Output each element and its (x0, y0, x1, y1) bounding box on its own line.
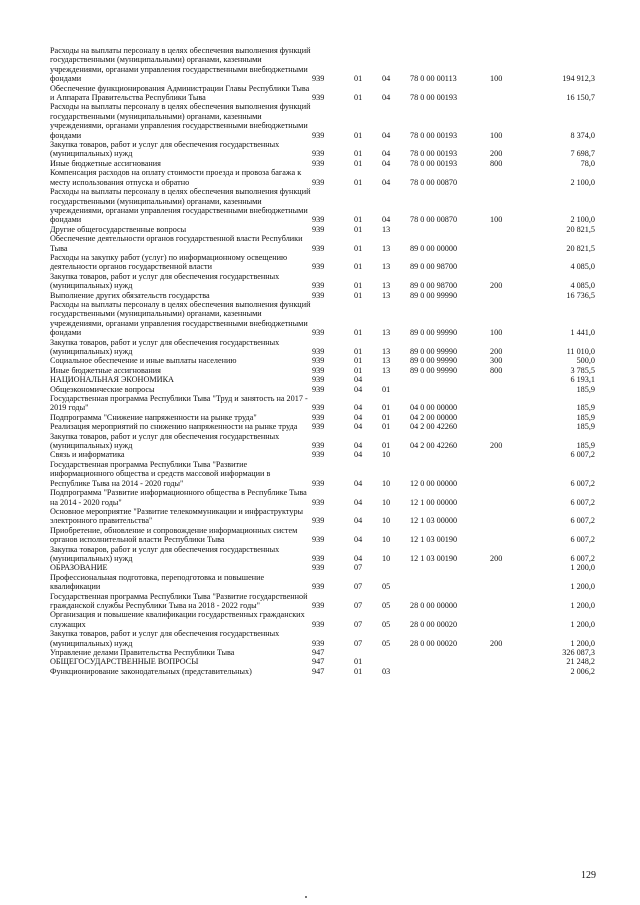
row-ministry-code: 939 (312, 412, 325, 422)
row-amount: 185,9 (576, 412, 595, 422)
row-target-article-code (410, 450, 490, 459)
row-name: Выполнение других обязательств государства (50, 290, 210, 300)
row-target-article-code (410, 563, 490, 572)
row-name: Государственная программа Республики Тыва "Развитие государственной гражданской службы Республики Тыва на 2018 - 2022 годы" (50, 591, 308, 610)
row-section-code: 04 (354, 384, 363, 394)
row-expense-type-code (490, 610, 524, 629)
row-target-article-code: 89 0 00 99990 (410, 347, 458, 356)
row-expense-type-code (490, 291, 524, 300)
row-target-article-code: 89 0 00 99990 (410, 328, 458, 338)
row-section-code: 01 (354, 74, 363, 84)
row-section-code: 01 (354, 215, 363, 225)
row-section-code: 04 (354, 535, 363, 545)
row-name: Социальное обеспечение и иные выплаты населению (50, 356, 237, 366)
row-amount: 8 374,0 (570, 130, 595, 140)
row-expense-type-code: 300 (490, 356, 503, 366)
row-amount: 326 087,3 (562, 648, 595, 657)
table-row (50, 187, 595, 225)
row-ministry-code: 939 (312, 130, 325, 140)
row-ministry-code: 947 (312, 657, 325, 667)
row-subsection-code: 01 (382, 441, 391, 451)
row-ministry-code: 939 (312, 619, 325, 629)
row-section-code: 04 (354, 516, 363, 526)
row-amount: 7 698,7 (570, 149, 595, 159)
row-amount: 20 821,5 (566, 243, 595, 253)
row-amount: 6 007,2 (570, 516, 595, 526)
row-amount: 20 821,5 (566, 224, 595, 234)
table-row (50, 573, 595, 592)
row-ministry-code: 939 (312, 215, 325, 225)
row-expense-type-code (490, 234, 524, 253)
row-amount: 1 200,0 (570, 638, 595, 648)
row-ministry-code: 939 (312, 224, 325, 234)
row-target-article-code: 78 0 00 00113 (410, 74, 457, 84)
table-row (50, 563, 595, 572)
row-section-code: 01 (354, 328, 363, 338)
row-target-article-code: 78 0 00 00870 (410, 215, 458, 225)
row-expense-type-code (490, 253, 524, 272)
scan-artifact (305, 896, 307, 898)
row-ministry-code: 947 (312, 648, 325, 657)
row-expense-type-code: 100 (490, 328, 503, 338)
table-row (50, 225, 595, 234)
row-ministry-code: 939 (312, 516, 325, 526)
row-subsection-code: 13 (382, 243, 391, 253)
table-row (50, 648, 595, 657)
row-target-article-code: 04 0 00 00000 (410, 403, 458, 413)
row-name: Расходы на выплаты персоналу в целях обеспечения выполнения функций государственными (муниципальными) органами, казенными учреждениями, органами управления государственными внебюджетными фондами (50, 102, 311, 140)
table-row (50, 102, 595, 140)
table-row (50, 526, 595, 545)
row-name: Организация и повышение квалификации государственных гражданских служащих (50, 610, 305, 629)
row-subsection-code (382, 375, 410, 384)
table-row (50, 291, 595, 300)
row-expense-type-code: 100 (490, 215, 503, 225)
table-row (50, 356, 595, 365)
table-row (50, 253, 595, 272)
row-subsection-code: 10 (382, 516, 391, 526)
row-target-article-code: 89 0 00 99990 (410, 356, 458, 366)
row-amount: 3 785,5 (570, 365, 595, 375)
row-expense-type-code (490, 394, 524, 413)
row-subsection-code: 01 (382, 422, 391, 432)
row-name: Закупка товаров, работ и услуг для обеспечения государственных (муниципальных) нужд (50, 140, 280, 159)
row-target-article-code: 89 0 00 00000 (410, 243, 458, 253)
row-subsection-code: 13 (382, 347, 391, 356)
row-ministry-code: 939 (312, 497, 325, 507)
row-ministry-code: 939 (312, 375, 325, 385)
row-amount: 4 085,0 (570, 281, 595, 291)
row-section-code: 01 (354, 347, 363, 356)
row-ministry-code: 939 (312, 478, 325, 488)
row-amount: 6 007,2 (570, 497, 595, 507)
row-name: Расходы на выплаты персоналу в целях обеспечения выполнения функций государственными (муниципальными) органами, казенными учреждениями, органами управления государственными внебюджетными фондами (50, 299, 311, 338)
row-name: Связь и информатика (50, 450, 125, 460)
row-expense-type-code (490, 563, 524, 572)
row-target-article-code: 89 0 00 99990 (410, 365, 458, 375)
row-section-code: 07 (354, 582, 363, 592)
row-expense-type-code (490, 667, 524, 676)
table-row (50, 507, 595, 526)
row-ministry-code: 939 (312, 600, 325, 610)
row-expense-type-code (490, 526, 524, 545)
row-subsection-code: 01 (382, 403, 391, 413)
table-row (50, 46, 595, 84)
row-section-code: 04 (354, 478, 363, 488)
row-amount: 11 010,0 (566, 347, 595, 356)
row-subsection-code (382, 648, 410, 657)
row-name: Расходы на выплаты персоналу в целях обеспечения выполнения функций государственными (муниципальными) органами, казенными учреждениями, органами управления государственными внебюджетными фондами (50, 187, 311, 225)
table-row (50, 629, 595, 648)
row-ministry-code: 939 (312, 535, 325, 545)
row-amount: 2 006,2 (570, 666, 595, 676)
row-expense-type-code: 200 (490, 149, 503, 159)
row-target-article-code (410, 375, 490, 384)
row-amount: 2 100,0 (570, 215, 595, 225)
row-subsection-code: 05 (382, 600, 391, 610)
row-expense-type-code (490, 84, 524, 103)
row-amount: 1 441,0 (570, 328, 595, 338)
row-subsection-code: 10 (382, 535, 391, 545)
row-subsection-code: 01 (382, 384, 391, 394)
row-name: Иные бюджетные ассигнования (50, 158, 161, 168)
row-name: Управление делами Правительства Республики Тыва (50, 648, 235, 657)
row-ministry-code: 939 (312, 74, 325, 84)
row-ministry-code: 939 (312, 563, 325, 573)
row-amount: 1 200,0 (570, 619, 595, 629)
table-row (50, 168, 595, 187)
table-row (50, 140, 595, 159)
row-expense-type-code (490, 385, 524, 394)
row-target-article-code: 28 0 00 00000 (410, 600, 458, 610)
row-section-code: 01 (354, 177, 363, 187)
row-subsection-code: 04 (382, 93, 391, 103)
budget-table (50, 46, 595, 676)
row-subsection-code: 10 (382, 478, 391, 488)
row-ministry-code: 939 (312, 356, 325, 366)
row-section-code: 01 (354, 356, 363, 366)
row-section-code: 01 (354, 158, 363, 168)
row-subsection-code: 13 (382, 224, 391, 234)
row-amount: 16 150,7 (566, 93, 595, 103)
row-target-article-code (410, 667, 490, 676)
row-section-code: 04 (354, 441, 363, 451)
table-row (50, 366, 595, 375)
row-expense-type-code: 200 (490, 347, 503, 356)
row-target-article-code: 12 1 03 00000 (410, 516, 458, 526)
row-name: Подпрограмма "Развитие информационного общества в Республике Тыва на 2014 - 2020 годы" (50, 488, 307, 507)
row-section-code: 07 (354, 619, 363, 629)
row-ministry-code: 939 (312, 243, 325, 253)
table-row (50, 460, 595, 488)
row-name: ОБРАЗОВАНИЕ (50, 563, 108, 573)
row-section-code: 01 (354, 93, 363, 103)
row-name: Общеэкономические вопросы (50, 384, 155, 394)
row-expense-type-code (490, 573, 524, 592)
row-ministry-code: 939 (312, 403, 325, 413)
row-section-code: 07 (354, 638, 363, 648)
row-expense-type-code: 100 (490, 130, 503, 140)
row-expense-type-code (490, 375, 524, 384)
row-section-code: 04 (354, 553, 363, 563)
table-row (50, 610, 595, 629)
row-subsection-code: 13 (382, 281, 391, 291)
row-ministry-code: 939 (312, 93, 325, 103)
row-subsection-code: 03 (382, 666, 391, 676)
row-subsection-code: 13 (382, 290, 391, 300)
row-amount: 185,9 (576, 384, 595, 394)
row-section-code (354, 648, 382, 657)
row-subsection-code: 05 (382, 619, 391, 629)
row-target-article-code (410, 657, 490, 666)
row-subsection-code: 10 (382, 450, 391, 460)
page-number: 129 (581, 870, 596, 881)
row-expense-type-code (490, 168, 524, 187)
row-amount: 185,9 (576, 403, 595, 413)
row-amount: 185,9 (576, 441, 595, 451)
row-section-code: 04 (354, 422, 363, 432)
row-ministry-code: 939 (312, 441, 325, 451)
row-ministry-code: 939 (312, 638, 325, 648)
row-target-article-code: 89 0 00 98700 (410, 262, 458, 272)
row-amount: 500,0 (576, 356, 595, 366)
table-row (50, 234, 595, 253)
row-expense-type-code (490, 413, 524, 422)
row-target-article-code (410, 573, 490, 592)
row-name: Закупка товаров, работ и услуг для обеспечения государственных (муниципальных) нужд (50, 431, 280, 451)
row-target-article-code: 28 0 00 00020 (410, 619, 458, 629)
row-subsection-code: 10 (382, 497, 391, 507)
row-subsection-code: 13 (382, 328, 391, 338)
row-name: Компенсация расходов на оплату стоимости проезда и провоза багажа к месту использования отпуска и обратно (50, 168, 302, 187)
row-ministry-code: 939 (312, 582, 325, 592)
row-subsection-code (382, 657, 410, 666)
row-target-article-code: 78 0 00 00870 (410, 177, 458, 187)
row-name: Обеспечение функционирования Администрации Главы Республики Тыва и Аппарата Правительства Республики Тыва (50, 83, 310, 103)
row-target-article-code: 12 1 03 00190 (410, 553, 458, 563)
table-row (50, 375, 595, 384)
row-expense-type-code (490, 488, 524, 507)
row-section-code: 01 (354, 657, 363, 667)
row-name: Закупка товаров, работ и услуг для обеспечения государственных (муниципальных) нужд (50, 337, 280, 356)
row-expense-type-code (490, 507, 524, 526)
row-section-code: 04 (354, 403, 363, 413)
row-section-code: 01 (354, 666, 363, 676)
row-section-code: 01 (354, 281, 363, 291)
row-name: Обеспечение деятельности органов государственной власти Республики Тыва (50, 234, 303, 253)
table-row (50, 394, 595, 413)
table-row (50, 338, 595, 357)
row-ministry-code: 939 (312, 347, 325, 356)
row-amount: 6 007,2 (570, 450, 595, 460)
row-subsection-code: 13 (382, 365, 391, 375)
row-subsection-code: 13 (382, 356, 391, 366)
row-expense-type-code: 800 (490, 365, 503, 375)
row-target-article-code (410, 648, 490, 657)
row-amount: 185,9 (576, 422, 595, 432)
row-section-code: 01 (354, 262, 363, 272)
row-expense-type-code (490, 592, 524, 611)
row-name: Основное мероприятие "Развитие телекоммуникации и инфраструктуры электронного правительства" (50, 506, 304, 526)
row-name: Государственная программа Республики Тыва "Труд и занятость на 2017 - 2019 годы" (50, 394, 308, 413)
row-ministry-code: 939 (312, 365, 325, 375)
row-target-article-code: 12 1 03 00190 (410, 535, 458, 545)
row-target-article-code: 12 1 00 00000 (410, 497, 458, 507)
table-row (50, 488, 595, 507)
table-row (50, 272, 595, 291)
row-section-code: 04 (354, 497, 363, 507)
row-ministry-code: 939 (312, 422, 325, 432)
table-row (50, 667, 595, 676)
row-target-article-code: 28 0 00 00020 (410, 638, 458, 648)
row-target-article-code: 04 2 00 42260 (410, 441, 458, 451)
row-amount: 6 007,2 (570, 535, 595, 545)
row-target-article-code: 78 0 00 00193 (410, 158, 458, 168)
row-section-code: 04 (354, 375, 363, 385)
row-subsection-code: 04 (382, 149, 391, 159)
table-row (50, 422, 595, 431)
row-amount: 194 912,3 (562, 74, 595, 84)
row-target-article-code (410, 225, 490, 234)
table-row (50, 450, 595, 459)
row-subsection-code: 04 (382, 215, 391, 225)
row-subsection-code: 05 (382, 582, 391, 592)
row-expense-type-code: 800 (490, 158, 503, 168)
row-name: Закупка товаров, работ и услуг для обеспечения государственных (муниципальных) нужд (50, 544, 280, 563)
row-amount: 6 193,1 (570, 375, 595, 385)
row-subsection-code: 10 (382, 553, 391, 563)
row-name: Расходы на закупку работ (услуг) по информационному освещению деятельности органов государственной власти (50, 252, 288, 272)
row-section-code: 04 (354, 450, 363, 460)
row-target-article-code: 89 0 00 98700 (410, 281, 458, 291)
row-ministry-code: 939 (312, 450, 325, 460)
table-row (50, 385, 595, 394)
row-ministry-code: 939 (312, 177, 325, 187)
row-name: Приобретение, обновление и сопровождение информационных систем органов исполнительной власти Республики Тыва (50, 525, 298, 545)
row-section-code: 01 (354, 290, 363, 300)
table-row (50, 413, 595, 422)
table-row (50, 657, 595, 666)
row-amount: 4 085,0 (570, 262, 595, 272)
row-expense-type-code: 200 (490, 441, 503, 451)
row-ministry-code: 939 (312, 149, 325, 159)
row-target-article-code: 78 0 00 00193 (410, 149, 458, 159)
table-row (50, 545, 595, 564)
row-amount: 21 248,2 (566, 657, 595, 667)
row-expense-type-code: 200 (490, 638, 503, 648)
row-expense-type-code (490, 460, 524, 488)
row-expense-type-code (490, 657, 524, 666)
table-row (50, 300, 595, 338)
row-subsection-code: 01 (382, 412, 391, 422)
row-name: Закупка товаров, работ и услуг для обеспечения государственных (муниципальных) нужд (50, 271, 280, 291)
row-name: ОБЩЕГОСУДАРСТВЕННЫЕ ВОПРОСЫ (50, 657, 199, 667)
table-row (50, 84, 595, 103)
row-ministry-code: 939 (312, 328, 325, 338)
row-section-code: 07 (354, 563, 363, 573)
row-target-article-code: 89 0 00 99990 (410, 290, 458, 300)
row-target-article-code: 78 0 00 00193 (410, 93, 458, 103)
row-target-article-code: 04 2 00 00000 (410, 412, 458, 422)
row-amount: 6 007,2 (570, 478, 595, 488)
row-name: Функционирование законодательных (представительных) (50, 666, 252, 676)
row-ministry-code: 939 (312, 290, 325, 300)
row-subsection-code: 04 (382, 130, 391, 140)
row-ministry-code: 939 (312, 553, 325, 563)
row-section-code: 01 (354, 224, 363, 234)
row-name: Реализация мероприятий по снижению напряженности на рынке труда (50, 422, 298, 432)
row-ministry-code: 939 (312, 262, 325, 272)
row-expense-type-code (490, 648, 524, 657)
row-subsection-code: 04 (382, 74, 391, 84)
row-section-code: 01 (354, 365, 363, 375)
budget-table-body (50, 46, 595, 676)
row-subsection-code: 04 (382, 158, 391, 168)
row-amount: 78,0 (580, 158, 595, 168)
row-section-code: 01 (354, 149, 363, 159)
row-target-article-code (410, 385, 490, 394)
row-amount: 2 100,0 (570, 177, 595, 187)
row-amount: 6 007,2 (570, 553, 595, 563)
row-section-code: 01 (354, 243, 363, 253)
row-target-article-code: 78 0 00 00193 (410, 130, 458, 140)
table-row (50, 432, 595, 451)
row-section-code: 01 (354, 130, 363, 140)
row-name: Профессиональная подготовка, переподготовка и повышение квалификации (50, 572, 265, 592)
row-expense-type-code: 200 (490, 281, 503, 291)
row-amount: 1 200,0 (570, 563, 595, 573)
row-ministry-code: 939 (312, 281, 325, 291)
row-ministry-code: 939 (312, 158, 325, 168)
row-ministry-code: 939 (312, 384, 325, 394)
row-expense-type-code (490, 450, 524, 459)
row-name: Закупка товаров, работ и услуг для обеспечения государственных (муниципальных) нужд (50, 629, 280, 648)
row-subsection-code: 13 (382, 262, 391, 272)
row-expense-type-code: 200 (490, 553, 503, 563)
row-name: НАЦИОНАЛЬНАЯ ЭКОНОМИКА (50, 375, 174, 385)
row-section-code: 04 (354, 412, 363, 422)
row-name: Иные бюджетные ассигнования (50, 365, 161, 375)
table-row (50, 592, 595, 611)
row-name: Расходы на выплаты персоналу в целях обеспечения выполнения функций государственными (муниципальными) органами, казенными учреждениями, органами управления государственными внебюджетными фондами (50, 46, 311, 84)
row-name: Другие общегосударственные вопросы (50, 224, 187, 234)
row-amount: 1 200,0 (570, 582, 595, 592)
row-amount: 1 200,0 (570, 600, 595, 610)
row-name: Подпрограмма "Снижение напряженности на рынке труда" (50, 412, 257, 422)
row-subsection-code: 04 (382, 177, 391, 187)
table-row (50, 159, 595, 168)
row-amount: 16 736,5 (566, 290, 595, 300)
row-ministry-code: 947 (312, 666, 325, 676)
row-expense-type-code: 100 (490, 74, 503, 84)
row-expense-type-code (490, 225, 524, 234)
row-section-code: 07 (354, 600, 363, 610)
row-target-article-code: 04 2 00 42260 (410, 422, 458, 432)
row-target-article-code: 12 0 00 00000 (410, 478, 458, 488)
row-name: Государственная программа Республики Тыва "Развитие информационного общества и средств массовой информации в Республике Тыва на 2014 - 2020 годы" (50, 459, 271, 488)
row-subsection-code (382, 563, 410, 572)
row-subsection-code: 05 (382, 638, 391, 648)
row-expense-type-code (490, 422, 524, 431)
